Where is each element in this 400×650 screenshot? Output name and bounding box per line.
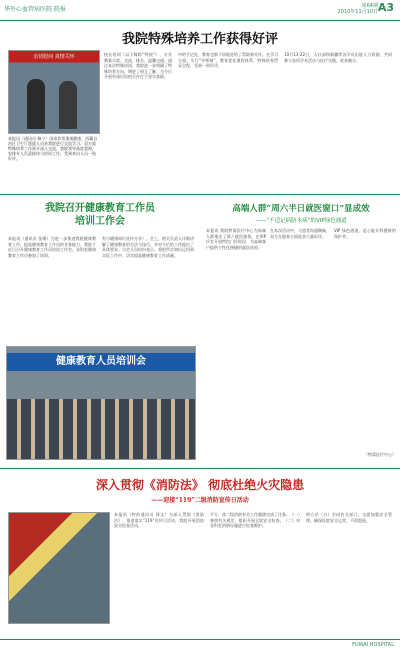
article-byline: （特需医疗中心） [364,452,396,457]
article-column: VIP 绿色通道，是心脏专科健康的保护伞。 [334,228,396,239]
page-footer [0,639,400,650]
photo-visit [8,50,100,134]
photo-banner: 亲切慰问 真情关怀 [33,54,75,60]
article-column: 本报讯 我院特需医疗中心为高端人群推出了周六就医服务，在VIP诊室开放特色门诊时段，为高端客户提供个性化便捷的就医体验。 [206,228,266,250]
article-column: 10月13-22日，人社部和新疆等各学员出院人力资源，共同参与各项学术活动与医疗实践，收获颇丰。 [284,52,392,63]
photo-fire-drill [8,512,110,624]
article-title: 深入贯彻《消防法》 彻底杜绝火灾隐患 [95,478,305,492]
article-fire-safety [0,470,400,638]
article-subtitle: ——“不适记病防未病”的VIP绿色通道 [255,218,347,224]
person-figure [59,81,77,129]
article-column: 校长培训（以下简称“特校”），专业教案丰富，交流，排名，温馨交通。通过本次特殊培训，我院进一步明确了特殊培养方向，增进了相互了解，为今后开展更深层次的合作打下坚实基础。 [104,52,172,80]
header-issue: 第64期 2010年11月10日 [337,3,378,15]
article-subtitle: ——迎接“119”二级消防宣传日活动 [151,497,249,504]
article-title: 我院特殊培养工作获得好评 [121,32,278,47]
page-number: A3 [377,1,394,14]
article-column: 本报讯（特约通讯员 郑文）为深入贯彻《消防法》，推进落实“119”宣传日活动，我院开展消防安全检查活动。 [114,512,204,529]
photo-training [6,346,196,460]
article-column: 在本次活动中，与患者沟通顺畅，双方在服务方面收获大量好评。 [270,228,330,239]
article-column: 中的手足处，教育也都不同地处给了帮助和关怀。在学习方面，实行“导师制”，教育优化课程体系，特殊培养贯穿全程，受到一致好评。 [178,52,278,69]
divider [0,194,400,195]
page-header [0,0,400,21]
article-title: 高端人群“周六半日就医窗口”显成效 [232,204,370,214]
article-column: 明方法（五）会同有关部门，全面加强安全管理，确保医院安全运营，不留隐患。 [306,512,392,523]
header-publication: 华外心血管病医院 院报 [4,6,66,13]
article-column: 平方，使二级消防有关工作圆满完成了任务。（一）参照有关规定，组织开展全院安全检查。（二）对各科室消防设施进行检查维护。 [210,512,300,529]
person-figure [27,79,45,129]
photo-banner: 健康教育人员培训会 [7,353,195,371]
article-vip-clinic [202,196,400,466]
article-title: 我院召开健康教育工作员 培训工作会 [45,203,155,227]
article-health-education [0,196,200,466]
article-column: 有与健康知识宣传分享）。会上，相关负责人详细讲解了健康教育的方法与技巧，并对今后的工作提出了具体要求。与会人员纷纷表示，将把所学知识运用到实际工作中，切实提高健康教育工作质量。 [102,236,194,258]
audience [7,399,195,459]
photo-caption: 本报讯（通讯员 杨宁）国家非常重视健康，西藏自治区卫生厅派遣人员来我院进行交流学习。双方就特殊培养工作展开深入交流，我院领导高度重视，安排专人负责接待与培训工作，受到来访人员一致好评。 [8,136,98,161]
article-special-training [0,22,400,192]
footer-brand: FUWAI HOSPITAL [352,642,394,648]
article-column: 本报讯（通讯员 张娜）为进一步推进我院健康教育工作，提高健康教育工作员的业务能力，我院于近日召开健康教育工作员培训工作会。各科室健康教育工作员参加了培训。 [8,236,96,258]
divider [0,468,400,469]
fire-title-block [0,476,400,504]
